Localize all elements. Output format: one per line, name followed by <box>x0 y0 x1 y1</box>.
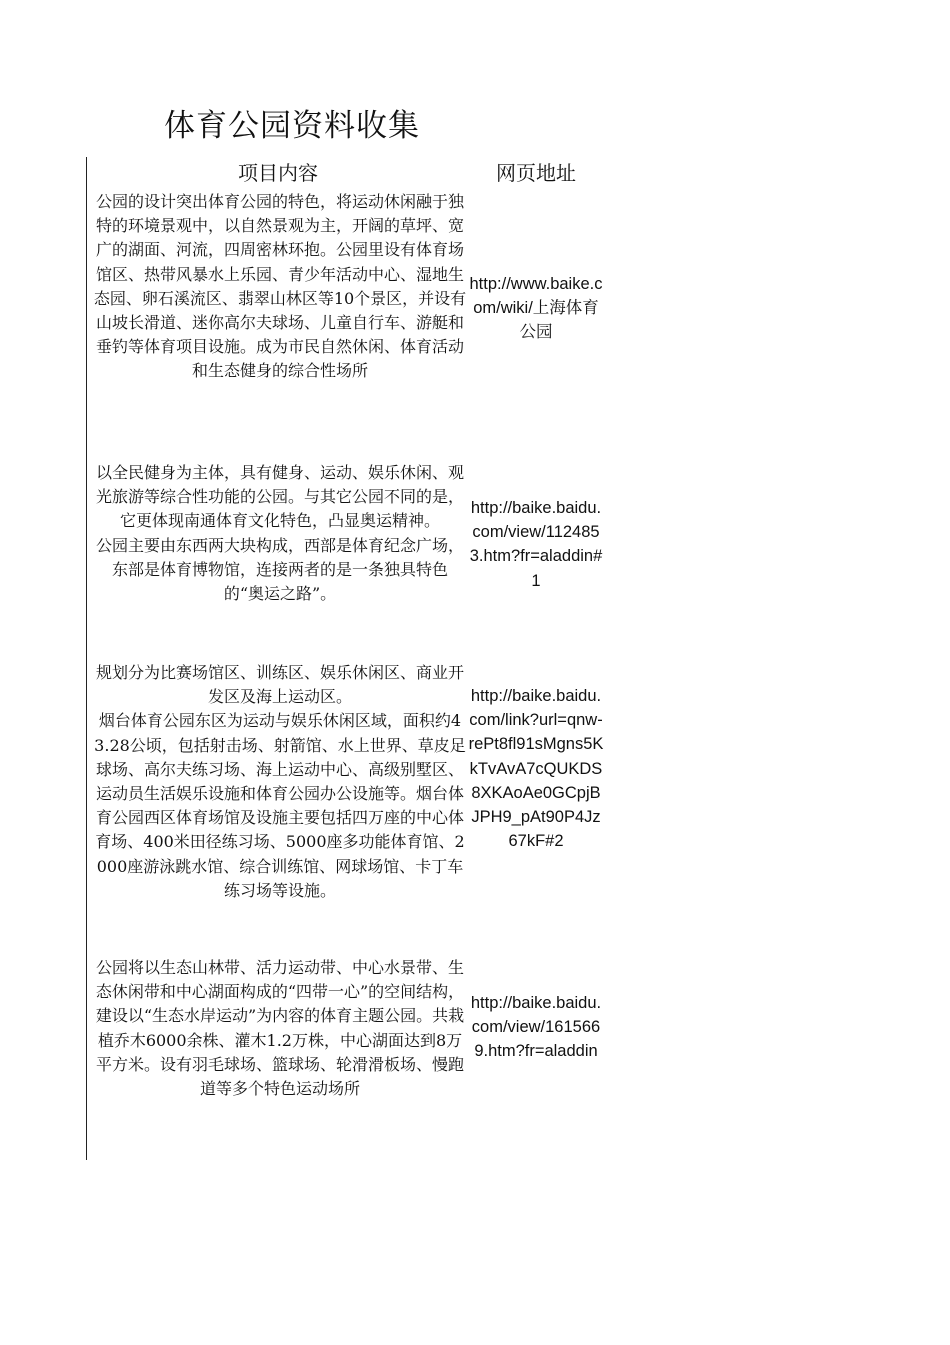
column-header-url: 网页地址 <box>496 161 576 185</box>
content-paragraph: 以全民健身为主体，具有健身、运动、娱乐休闲、观光旅游等综合性功能的公园。与其它公园不同的是，它更体现南通体育文化特色，凸显奥运精神。 <box>95 463 464 531</box>
table-row-url[interactable]: http://baike.baidu.com/view/1124853.htm?fr=aladdin#1 <box>469 499 603 590</box>
table-row-content <box>93 461 467 606</box>
table-row-content <box>93 956 467 1101</box>
content-paragraph: 烟台体育公园东区为运动与娱乐休闲区域，面积约43.28公顷，包括射击场、射箭馆、水上世界、草皮足球场、高尔夫练习场、海上运动中心、高级别墅区、运动员生活娱乐设施和体育公园办公设施等。烟台体育公园西区体育场馆及设施主要包括四万座的中心体育场、400米田径练习场、5000座多功能体育馆、2000座游泳跳水馆、综合训练馆、网球场馆、卡丁车练习场等设施。 <box>94 711 466 900</box>
table-row-url[interactable]: http://baike.baidu.com/link?url=qnw-rePt8fl91sMgns5KkTvAvA7cQUKDS8XKAoAe0GCpjBJPH9_pAt90P4Jz67kF#2 <box>468 687 604 851</box>
page-title: 体育公园资料收集 <box>164 108 420 144</box>
content-paragraph: 公园主要由东西两大块构成，西部是体育纪念广场，东部是体育博物馆，连接两者的是一条独具特色的“奥运之路”。 <box>95 535 464 604</box>
column-header-content: 项目内容 <box>238 161 318 185</box>
content-paragraph: 公园的设计突出体育公园的特色，将运动休闲融于独特的环境景观中，以自然景观为主，开阔的草坪、宽广的湖面、河流，四周密林环抱。公园里设有体育场馆区、热带风暴水上乐园、青少年活动中心、湿地生态园、卵石溪流区、翡翠山林区等10个景区，并设有山坡长滑道、迷你高尔夫球场、儿童自行车、游艇和垂钓等体育项目设施。成为市民自然休闲、体育活动和生态健身的综合性场所 <box>93 192 467 381</box>
content-paragraph: 规划分为比赛场馆区、训练区、娱乐休闲区、商业开发区及海上运动区。 <box>95 663 464 707</box>
table-row-url[interactable]: http://www.baike.com/wiki/上海体育公园 <box>469 275 603 342</box>
table-row-url[interactable]: http://baike.baidu.com/view/1615669.htm?fr=aladdin <box>470 994 602 1061</box>
table-row-content <box>93 190 467 384</box>
table-left-border <box>86 157 87 1160</box>
table-row-content <box>93 661 467 903</box>
content-paragraph: 公园将以生态山林带、活力运动带、中心水景带、生态休闲带和中心湖面构成的“四带一心”的空间结构，建设以“生态水岸运动”为内容的体育主题公园。共栽植乔木6000余株、灌木1.2万株，中心湖面达到8万平方米。设有羽毛球场、篮球场、轮滑滑板场、慢跑道等多个特色运动场所 <box>95 958 465 1099</box>
